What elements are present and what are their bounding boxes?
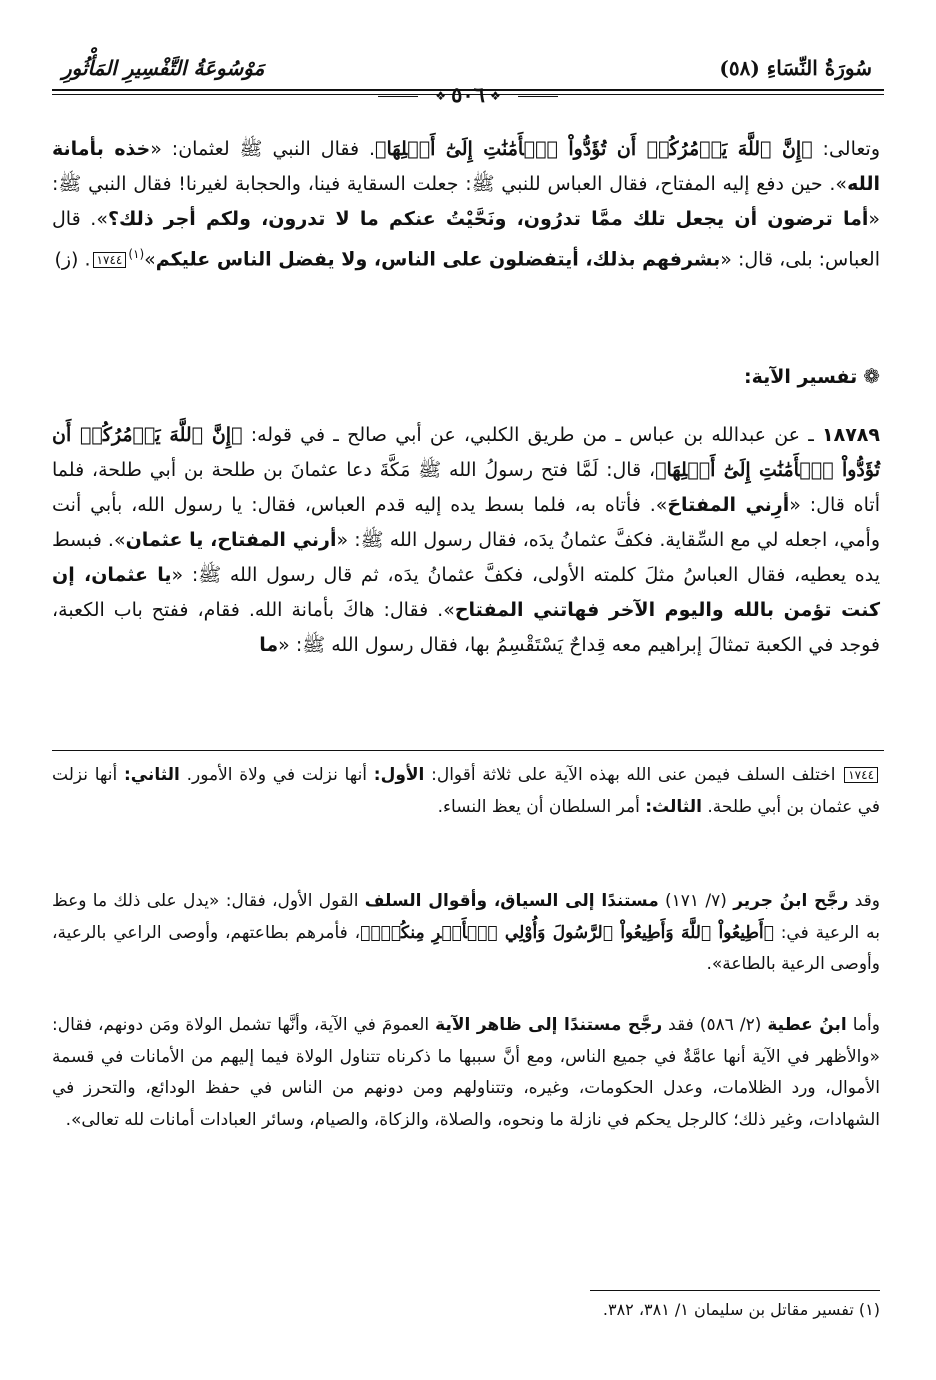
- text-run: ، قال: لَمَّا فتح رسولُ الله ﷺ مَكَّةَ دعا عثمانَ بن طلحة بن أبي طلحة، فلما أتاه قال: «: [52, 459, 880, 516]
- commentary-note-1744: [52, 760, 880, 823]
- label-first: الأول:: [373, 765, 425, 785]
- prophetic-saying: خذه بأمانة الله: [52, 138, 880, 195]
- quran-verse: ﴿إِنَّ ٱللَّهَ يَأۡمُرُكُمۡ أَن تُؤَدُّواْ ٱلۡأَمَٰنَٰتِ إِلَىٰٓ أَهۡلِهَا﴾: [375, 138, 813, 160]
- hadith-paragraph: [52, 418, 880, 663]
- commentary-ref-box[interactable]: ١٧٤٤: [93, 252, 127, 268]
- footnote-separator: [590, 1290, 880, 1291]
- commentary-ibn-atiya: [52, 1010, 880, 1136]
- text-run: (٢/ ٥٨٦) فقد: [662, 1015, 768, 1035]
- text-run: ، فأمرهم بطاعتهم، وأوصى الراعي بالرعية، وأوصى الرعية بالطاعة».: [52, 922, 880, 974]
- basis-phrase: مستندًا إلى السياق، وأقوال السلف: [364, 891, 659, 911]
- page-number-line-right: [518, 96, 558, 97]
- text-run: وقد: [848, 891, 880, 911]
- page-number: ٥٠٦: [451, 82, 485, 107]
- commentary-separator: [52, 750, 884, 751]
- text-run: ». فقال: هاكَ بأمانة الله. فقام، ففتح باب الكعبة، فوجد في الكعبة تمثالَ إبراهيم معه قِداحٌ يَسْتَقْسِمُ بها، فقال رسول الله ﷺ: «: [52, 599, 880, 656]
- text-run: وأما: [846, 1015, 880, 1035]
- ornament-icon: ❖: [490, 89, 501, 103]
- scholar-name: رجَّح ابنُ جرير: [733, 891, 849, 911]
- text-run: ـ عن عبدالله بن عباس ـ من طريق الكلبي، عن أبي صالح ـ في قوله:: [242, 424, 822, 446]
- text-run: وتعالى:: [812, 138, 880, 160]
- text-run: أنها نزلت في عثمان بن أبي طلحة.: [52, 765, 880, 817]
- scholar-name: ابنُ عطية: [767, 1015, 847, 1035]
- page-number-block: [378, 80, 558, 112]
- text-run: القول الأول، فقال: «يدل على ذلك ما وعظ به الرعية في:: [52, 891, 880, 943]
- footnote-1: (١) تفسير مقاتل بن سليمان ١/ ٣٨١، ٣٨٢.: [602, 1300, 880, 1319]
- label-third: الثالث:: [645, 796, 702, 817]
- prophetic-saying: أما ترضون أن يجعل تلك ممَّا تدرُون، ونَحَّيْتُ عنكم ما لا تدرون، ولكم أجر ذلك؟: [107, 208, 869, 230]
- quran-verse: ﴿أَطِيعُواْ ٱللَّهَ وَأَطِيعُواْ ٱلرَّسُولَ وَأُوْلِي ٱلۡأَمۡرِ مِنكُمۡۖ﴾: [360, 922, 774, 943]
- text-run: أنها نزلت في ولاة الأمور.: [179, 765, 374, 785]
- text-run: أمر السلطان أن يعظ النساء.: [437, 796, 646, 817]
- surah-title: سُورَةُ النِّسَاءِ (٥٨): [719, 56, 872, 80]
- text-run: . (ز): [54, 248, 91, 271]
- section-heading: [52, 364, 880, 388]
- footnote-marker[interactable]: (١): [128, 247, 145, 261]
- book-title: مَوْسُوعَةُ التَّفْسِيرِ المَأْثُورِ: [62, 56, 265, 80]
- prophetic-saying: يا عثمان، إن كنت تؤمن بالله واليوم الآخر فهاتني المفتاح: [52, 564, 880, 621]
- prophetic-saying: أرني المفتاح، يا عثمان: [125, 529, 337, 551]
- text-run: اختلف السلف فيمن عنى الله بهذه الآية على ثلاثة أقوال:: [424, 765, 843, 785]
- prophetic-saying: بشرفهم بذلك، أيتفضلون على الناس، ولا يفضل الناس عليكم: [155, 248, 721, 271]
- text-run: العمومَ في الآية، وأنَّها تشمل الولاة ومَن دونهم، فقال: «والأظهر في الآية أنها عامَّةٌ في جميع الناس، ومع أنَّ سببها ما ذكرناه تتناول الولاة فيما إليهم من الأمانات في قسمة الأموال، ورد الظلامات، وعدل الحكومات، وغيره، وتتناولهم ومن دونهم من الناس في حفظ الودائع، والتحرز في الشهادات، وغير ذلك؛ كالرجل يحكم في نازلة ما ونحوه، والصلاة، والزكاة، والصيام، وسائر العبادات أمانات لله تعالى».: [52, 1015, 880, 1130]
- text-run: . فقال النبي ﷺ لعثمان: «: [150, 138, 376, 160]
- section-heading-label: تفسير الآية:: [743, 366, 858, 388]
- text-run: ». فأتاه به، فلما بسط يده إليه قدم العباس، فقال: يا رسول الله، بأبي أنت وأمي، اجعله لي مع السِّقاية. فكفَّ عثمانُ يدَه، فقال رسول الله ﷺ: «: [52, 494, 880, 551]
- text-run: »: [144, 248, 156, 271]
- quran-verse: ﴿إِنَّ ٱللَّهَ يَأۡمُرُكُمۡ أَن تُؤَدُّواْ ٱلۡأَمَٰنَٰتِ إِلَىٰٓ أَهۡلِهَا﴾: [52, 424, 880, 481]
- prophetic-saying: أرِني المفتاحَ: [667, 494, 790, 516]
- hadith-number: ١٨٧٨٩: [822, 424, 880, 446]
- ornament-icon: ❖: [435, 89, 446, 103]
- text-run: ». حين دفع إليه المفتاح، فقال العباس للنبي ﷺ: جعلت السقاية فينا، والحجابة لغيرنا! فقال النبي ﷺ: «: [52, 173, 880, 230]
- page-number-line-left: [378, 96, 418, 97]
- flower-ornament-icon: ❁: [863, 364, 880, 388]
- text-run: ». فبسط يده يعطيه، فقال العباسُ مثلَ كلمته الأولى، فكفَّ عثمانُ يدَه، ثم قال رسول الله ﷺ: «: [52, 529, 880, 586]
- commentary-ref-box: ١٧٤٤: [844, 767, 878, 783]
- basis-phrase: رجَّح مستندًا إلى ظاهر الآية: [435, 1015, 663, 1035]
- prophetic-saying: ما: [259, 634, 279, 656]
- label-second: الثاني:: [123, 765, 180, 785]
- text-run: (٧/ ١٧١): [658, 891, 734, 911]
- text-run: ». قال العباس: بلى، قال: «: [52, 208, 880, 271]
- commentary-ibn-jarir: [52, 886, 880, 981]
- intro-paragraph: [52, 132, 880, 277]
